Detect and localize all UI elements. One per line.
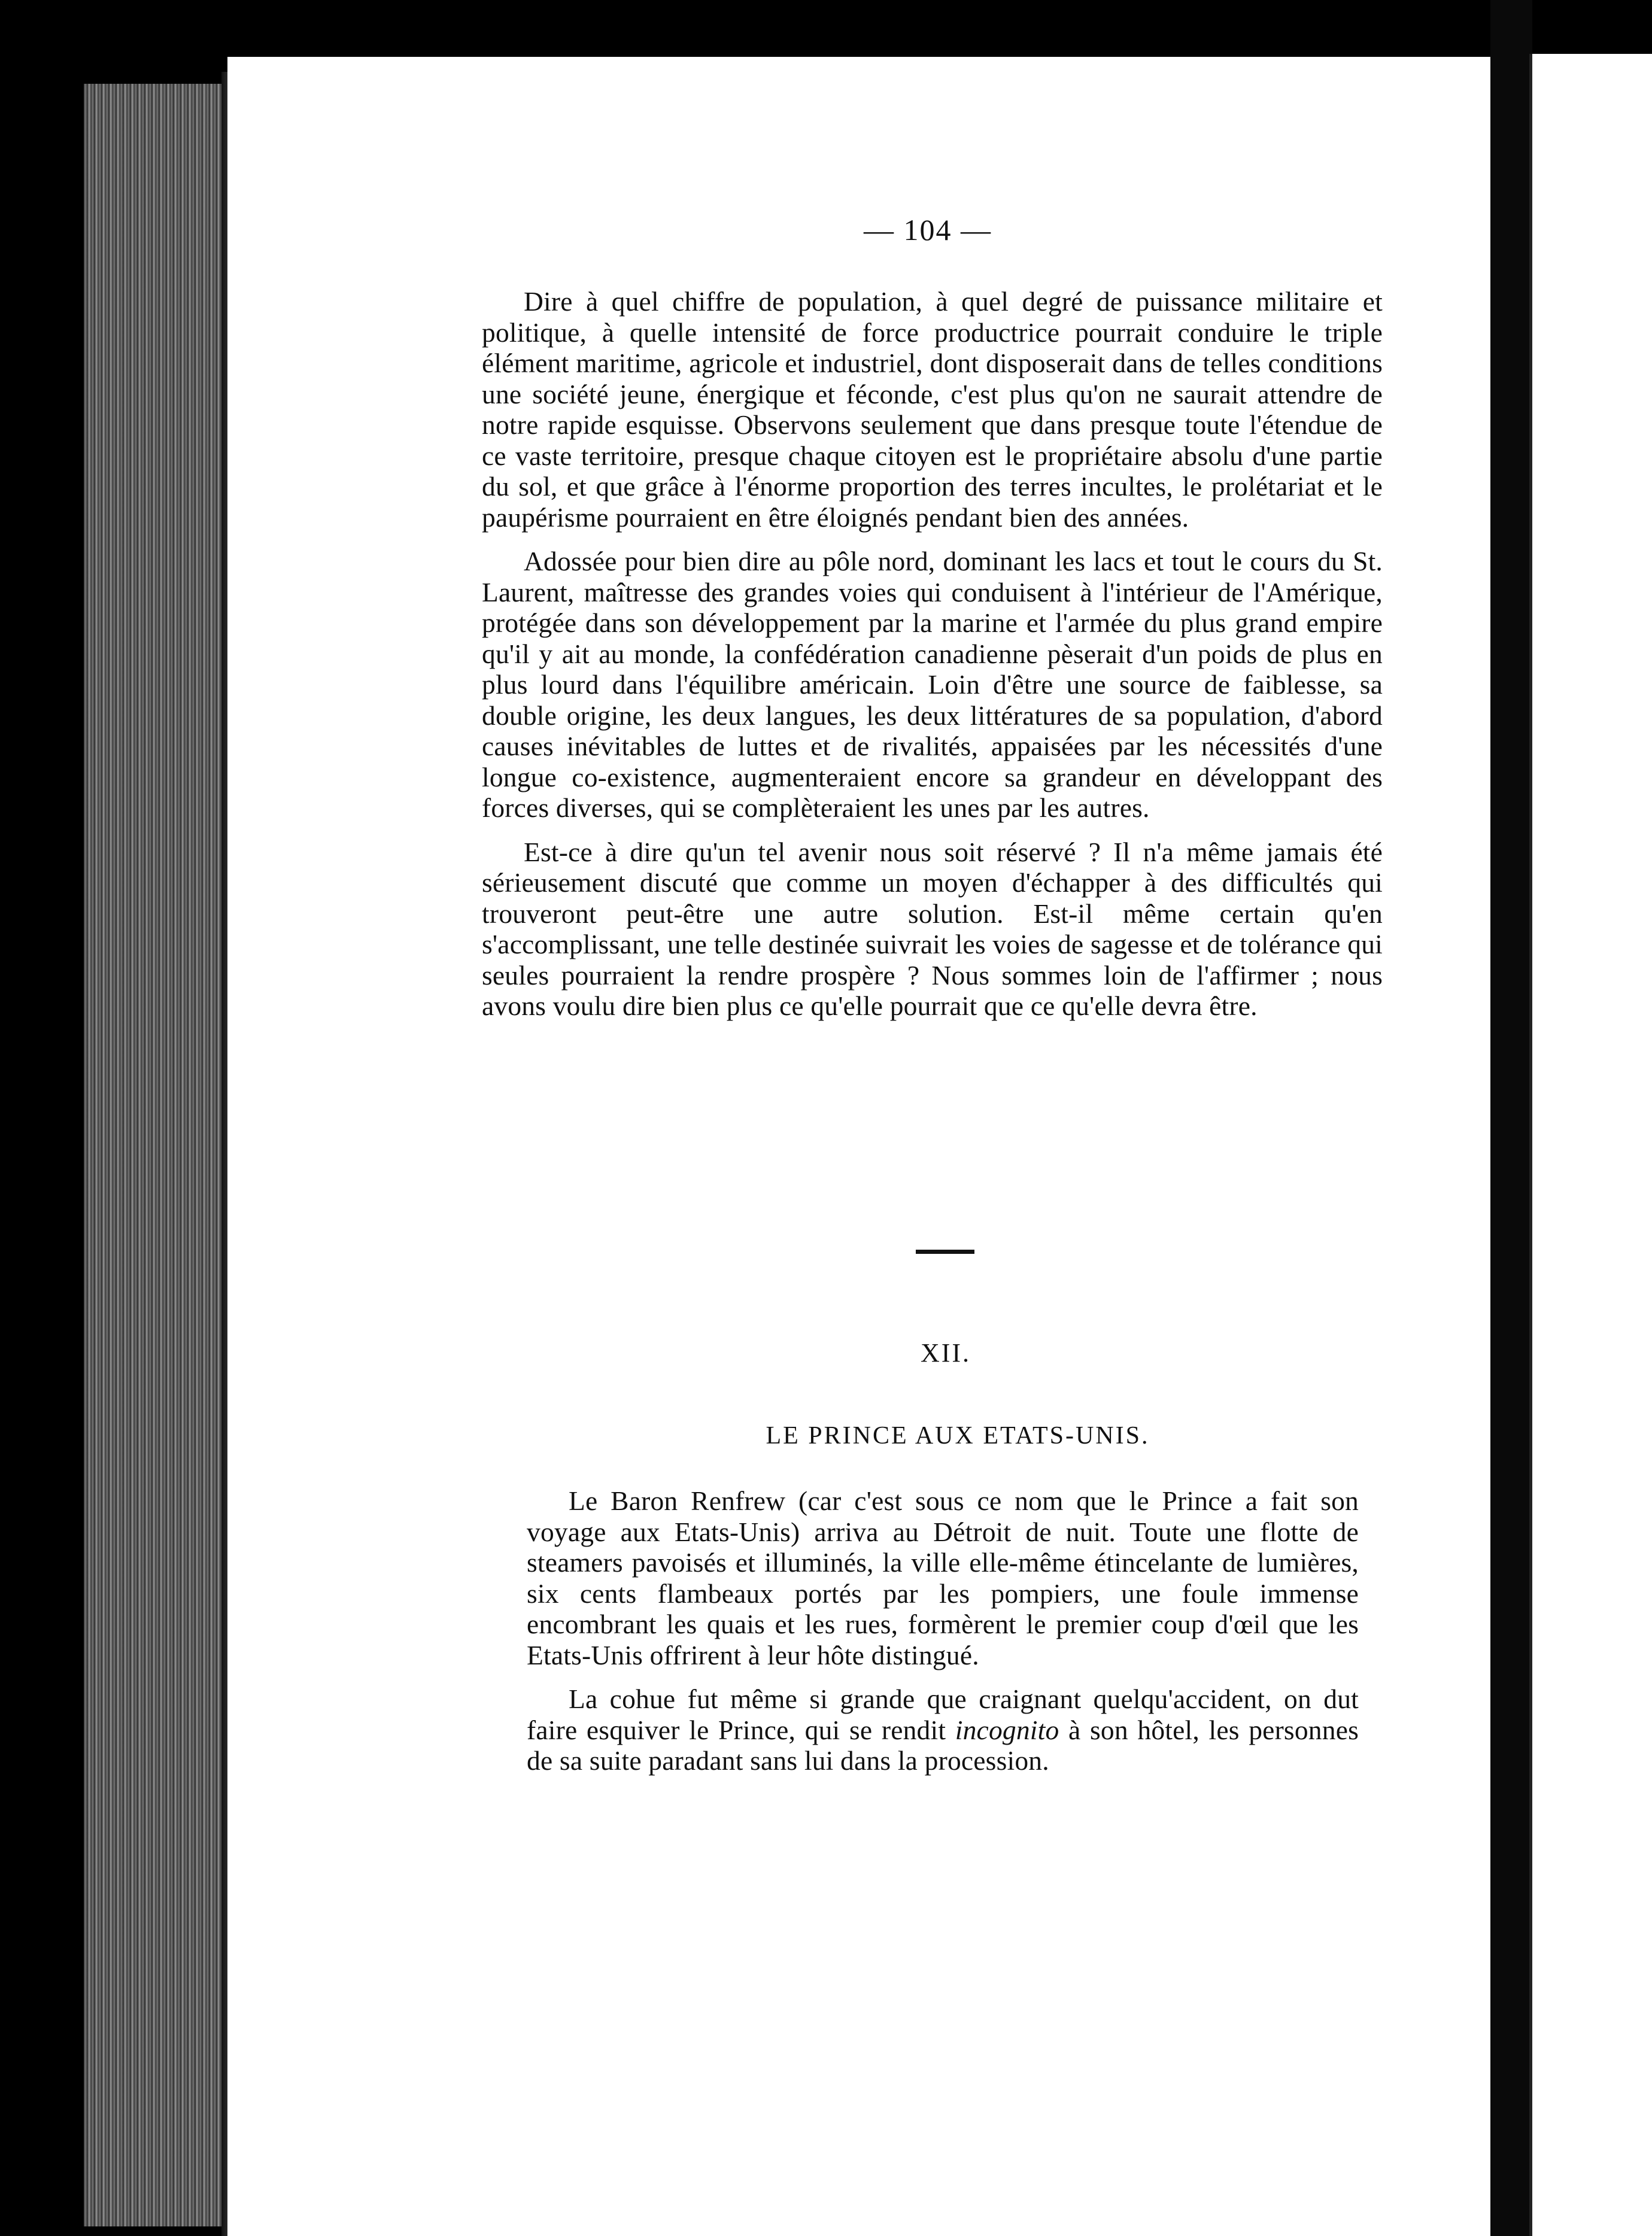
- paragraph-text: La cohue fut même si grande que craignant quelqu'accident, on dut faire esquiver le Prince, qui se rendit: [527, 1684, 1359, 1745]
- scan-border: [1490, 0, 1532, 2236]
- facing-page-edge: [1532, 54, 1652, 2236]
- paragraph: Le Baron Renfrew (car c'est sous ce nom que le Prince a fait son voyage aux Etats-Unis) arriva au Détroit de nuit. Toute une flotte de steamers pavoisés et illuminés, la ville elle-même étincelante de lumières, six cents flambeaux portés par les pompiers, une foule immense encombrant les quais et les rues, formèrent le premier coup d'œil que les Etats-Unis offrirent à leur hôte distingué.: [527, 1485, 1359, 1670]
- paragraph: Dire à quel chiffre de population, à quel degré de puissance militaire et politique, à quelle intensité de force productrice pourrait conduire le triple élément maritime, agricole et industriel, dont disposerait dans de telles conditions une société jeune, énergique et féconde, c'est plus qu'on ne saurait attendre de notre rapide esquisse. Observons seulement que dans presque toute l'étendue de ce vaste territoire, presque chaque citoyen est le propriétaire absolu d'une partie du sol, et que grâce à l'énorme proportion des terres incultes, le prolétariat et le paupérisme pourraient en être éloignés pendant bien des années.: [482, 286, 1383, 533]
- paragraph: Adossée pour bien dire au pôle nord, dominant les lacs et tout le cours du St. Laurent, maîtresse des grandes voies qui conduisent à l'intérieur de l'Amérique, protégée dans son développement par la marine et l'armée du plus grand empire qu'il y ait au monde, la confédération canadienne pèserait d'un poids de plus en plus lourd dans l'équilibre américain. Loin d'être une source de faiblesse, sa double origine, les deux langues, les deux littératures de sa population, d'abord causes inévitables de luttes et de rivalités, appaisées par les nécessités d'une longue co-existence, augmenteraient encore sa grandeur en développant des forces diverses, qui se complèteraient les unes par les autres.: [482, 546, 1383, 823]
- paragraph: [527, 1684, 1359, 1776]
- italic-word: incognito: [955, 1714, 1059, 1745]
- chapter-title: LE PRINCE AUX ETATS-UNIS.: [766, 1422, 1150, 1450]
- section-divider: [916, 1250, 974, 1254]
- paragraph-text: à son hôtel, les personnes de sa suite paradant sans lui dans la procession.: [527, 1714, 1359, 1776]
- page-number: — 104 —: [864, 213, 992, 247]
- section-2-body: [527, 1485, 1359, 1776]
- section-1-body: [482, 286, 1383, 1022]
- chapter-number: XII.: [920, 1338, 971, 1368]
- book-page-edges: [84, 84, 233, 2226]
- paragraph: Est-ce à dire qu'un tel avenir nous soit réservé ? Il n'a même jamais été sérieusement discuté que comme un moyen d'échapper à des difficultés qui trouveront peut-être une autre solution. Est-il même certain qu'en s'accomplissant, une telle destinée suivrait les voies de sagesse et de tolérance qui seules pourraient la rendre prospère ? Nous sommes loin de l'affirmer ; nous avons voulu dire bien plus ce qu'elle pourrait que ce qu'elle devra être.: [482, 836, 1383, 1021]
